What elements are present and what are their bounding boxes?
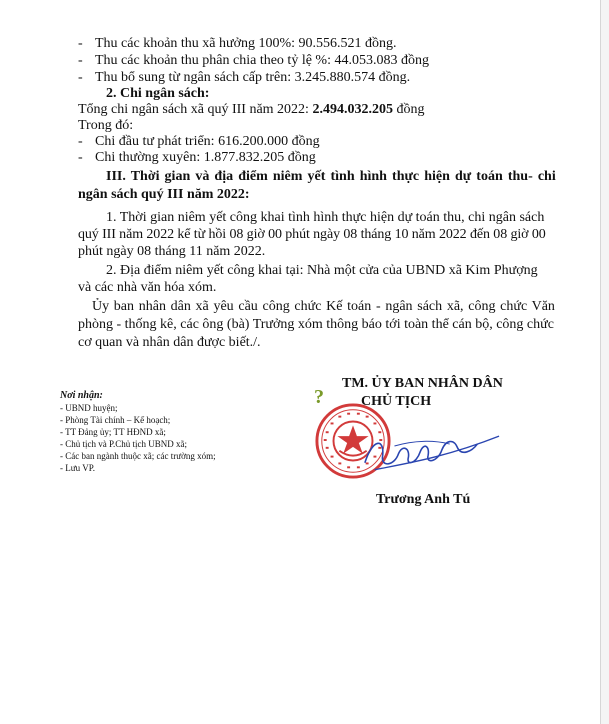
section3-p1-line2: quý III năm 2022 kể từ hồi 08 giờ 00 phút ngày 08 tháng 10 năm 2022 đến 08 giờ 00 <box>78 227 546 242</box>
closing-line3: cơ quan và nhân dân được biết./. <box>78 335 261 350</box>
section3-title-line1: III. Thời gian và địa điểm niêm yết tình hình thực hiện dự toán thu- chi <box>106 169 556 184</box>
spend-item-2: Chi thường xuyên: 1.877.832.205 đồng <box>95 150 316 165</box>
page-edge <box>600 0 609 724</box>
section3-title-line2: ngân sách quý III năm 2022: <box>78 187 250 202</box>
bullet-dash: - <box>78 134 83 149</box>
closing-line1: Ủy ban nhân dân xã yêu cầu công chức Kế toán - ngân sách xã, công chức Văn <box>92 299 555 314</box>
recipient-item: - Các ban ngành thuộc xã; các trường xóm; <box>60 451 216 461</box>
bullet-dash: - <box>78 70 83 85</box>
closing-line2: phòng - thống kê, các ông (bà) Trưởng xóm thông báo tới toàn thể cán bộ, công chức <box>78 317 554 332</box>
section3-p2-line2: và các nhà văn hóa xóm. <box>78 280 217 295</box>
section2-total-value: 2.494.032.205 <box>312 102 393 117</box>
bullet-dash: - <box>78 150 83 165</box>
section3-p2-line1: 2. Địa điểm niêm yết công khai tại: Nhà một cửa của UBND xã Kim Phượng <box>106 263 538 278</box>
question-mark-icon: ? <box>314 386 324 408</box>
recipient-item: - Phòng Tài chính – Kế hoạch; <box>60 415 171 425</box>
section3-p1-line1: 1. Thời gian niêm yết công khai tình hình thực hiện dự toán thu, chi ngân sách <box>106 210 545 225</box>
income-item-3: Thu bổ sung từ ngân sách cấp trên: 3.245.880.574 đồng. <box>95 70 411 85</box>
recipient-item: - Lưu VP. <box>60 463 95 473</box>
handwritten-signature-icon <box>355 418 503 478</box>
recipient-item: - Chủ tịch và P.Chủ tịch UBND xã; <box>60 439 187 449</box>
section2-total: Tổng chi ngân sách xã quý III năm 2022: 2.494.032.205 đồng <box>78 102 425 117</box>
recipient-item: - UBND huyện; <box>60 403 118 413</box>
signature-role: CHỦ TỊCH <box>361 394 432 409</box>
income-item-1: Thu các khoản thu xã hưởng 100%: 90.556.521 đồng. <box>95 36 397 51</box>
bullet-dash: - <box>78 36 83 51</box>
spend-item-1: Chi đầu tư phát triển: 616.200.000 đồng <box>95 134 320 149</box>
signature-org: TM. ỦY BAN NHÂN DÂN <box>342 376 503 391</box>
signer-name: Trương Anh Tú <box>376 492 471 507</box>
recipient-item: - TT Đảng ủy; TT HĐND xã; <box>60 427 166 437</box>
section2-title: 2. Chi ngân sách: <box>106 86 210 101</box>
bullet-dash: - <box>78 53 83 68</box>
section3-p1-line3: phút ngày 08 tháng 11 năm 2022. <box>78 244 266 259</box>
recipients-title: Nơi nhận: <box>60 390 103 401</box>
income-item-2: Thu các khoản thu phân chia theo tỷ lệ %: 44.053.083 đồng <box>95 53 429 68</box>
in-which-label: Trong đó: <box>78 118 134 133</box>
